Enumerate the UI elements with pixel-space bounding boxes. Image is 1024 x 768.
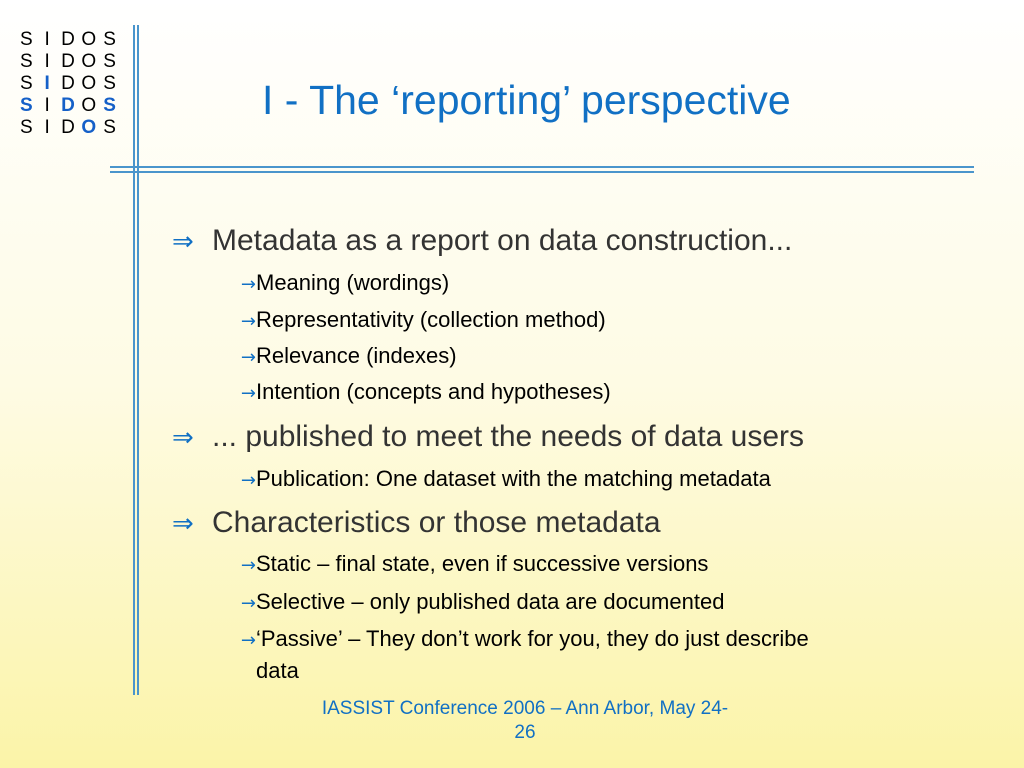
logo-letter: D xyxy=(61,51,75,72)
logo-letter: I xyxy=(44,117,50,138)
footer-line: IASSIST Conference 2006 – Ann Arbor, May 24- xyxy=(321,698,729,719)
bullet-text: ... published to meet the needs of data users xyxy=(212,420,805,453)
logo-letter-highlight: D xyxy=(61,95,75,116)
logo-letter: D xyxy=(61,73,75,94)
logo-letter: D xyxy=(61,117,75,138)
bullet-text: Metadata as a report on data construction... xyxy=(212,224,793,257)
arrow-icon: → xyxy=(240,470,256,491)
footer-line: 26 xyxy=(514,722,536,743)
bullet-text: Selective – only published data are documented xyxy=(256,589,725,614)
logo-letter: S xyxy=(103,29,116,50)
logo-letter: I xyxy=(44,51,50,72)
horizontal-rule xyxy=(110,166,974,168)
logo-letter: S xyxy=(20,117,33,138)
slide-title: I - The ‘reporting’ perspective xyxy=(262,77,791,123)
logo-row xyxy=(16,29,120,51)
logo-letter-highlight: I xyxy=(44,73,50,94)
sub-bullet xyxy=(222,464,771,496)
main-bullet xyxy=(172,503,661,544)
logo-letter: S xyxy=(20,29,33,50)
arrow-icon: → xyxy=(240,630,256,651)
logo-letter: O xyxy=(81,95,97,116)
logo-letter: S xyxy=(103,117,116,138)
footer xyxy=(300,697,750,745)
bullet-text: Static – final state, even if successive versions xyxy=(256,551,709,576)
arrow-icon: → xyxy=(240,383,256,404)
logo-letter: O xyxy=(81,51,97,72)
sub-bullet xyxy=(222,268,449,300)
main-bullet xyxy=(172,221,792,262)
logo-row xyxy=(16,51,120,73)
sub-bullet xyxy=(222,377,611,409)
horizontal-rule xyxy=(110,171,974,173)
vertical-rule xyxy=(133,25,135,695)
sub-bullet xyxy=(222,624,922,686)
double-arrow-icon: ⇒ xyxy=(172,423,194,453)
logo-letter-highlight: S xyxy=(20,95,33,116)
arrow-icon: → xyxy=(240,347,256,368)
bullet-text: Intention (concepts and hypotheses) xyxy=(256,379,611,404)
logo-letter: S xyxy=(103,73,116,94)
sub-bullet xyxy=(222,305,606,337)
logo-row xyxy=(16,73,120,95)
arrow-icon: → xyxy=(240,274,256,295)
arrow-icon: → xyxy=(240,555,256,576)
logo-letter: S xyxy=(20,73,33,94)
sub-bullet xyxy=(222,587,724,619)
sub-bullet xyxy=(222,549,708,581)
bullet-text: Characteristics or those metadata xyxy=(212,506,661,539)
logo-row xyxy=(16,95,120,117)
bullet-text: Meaning (wordings) xyxy=(256,270,450,295)
bullet-text-continuation: data xyxy=(256,658,299,683)
logo-letter: I xyxy=(44,29,50,50)
logo-letter: D xyxy=(61,29,75,50)
sub-bullet xyxy=(222,341,457,373)
arrow-icon: → xyxy=(240,311,256,332)
logo-letter: O xyxy=(81,29,97,50)
bullet-text: Representativity (collection method) xyxy=(256,307,606,332)
logo-letter-highlight: S xyxy=(103,95,116,116)
double-arrow-icon: ⇒ xyxy=(172,227,194,257)
logo-row xyxy=(16,117,120,139)
vertical-rule xyxy=(137,25,139,695)
double-arrow-icon: ⇒ xyxy=(172,509,194,539)
arrow-icon: → xyxy=(240,593,256,614)
logo-letter-highlight: O xyxy=(81,117,97,138)
bullet-text: Publication: One dataset with the matching metadata xyxy=(256,466,771,491)
main-bullet xyxy=(172,417,804,458)
bullet-text: ‘Passive’ – They don’t work for you, they do just describe xyxy=(256,626,809,651)
logo-letter: O xyxy=(81,73,97,94)
sidos-logo xyxy=(16,29,120,139)
logo-letter: S xyxy=(103,51,116,72)
logo-letter: I xyxy=(44,95,50,116)
bullet-text: Relevance (indexes) xyxy=(256,343,457,368)
logo-letter: S xyxy=(20,51,33,72)
